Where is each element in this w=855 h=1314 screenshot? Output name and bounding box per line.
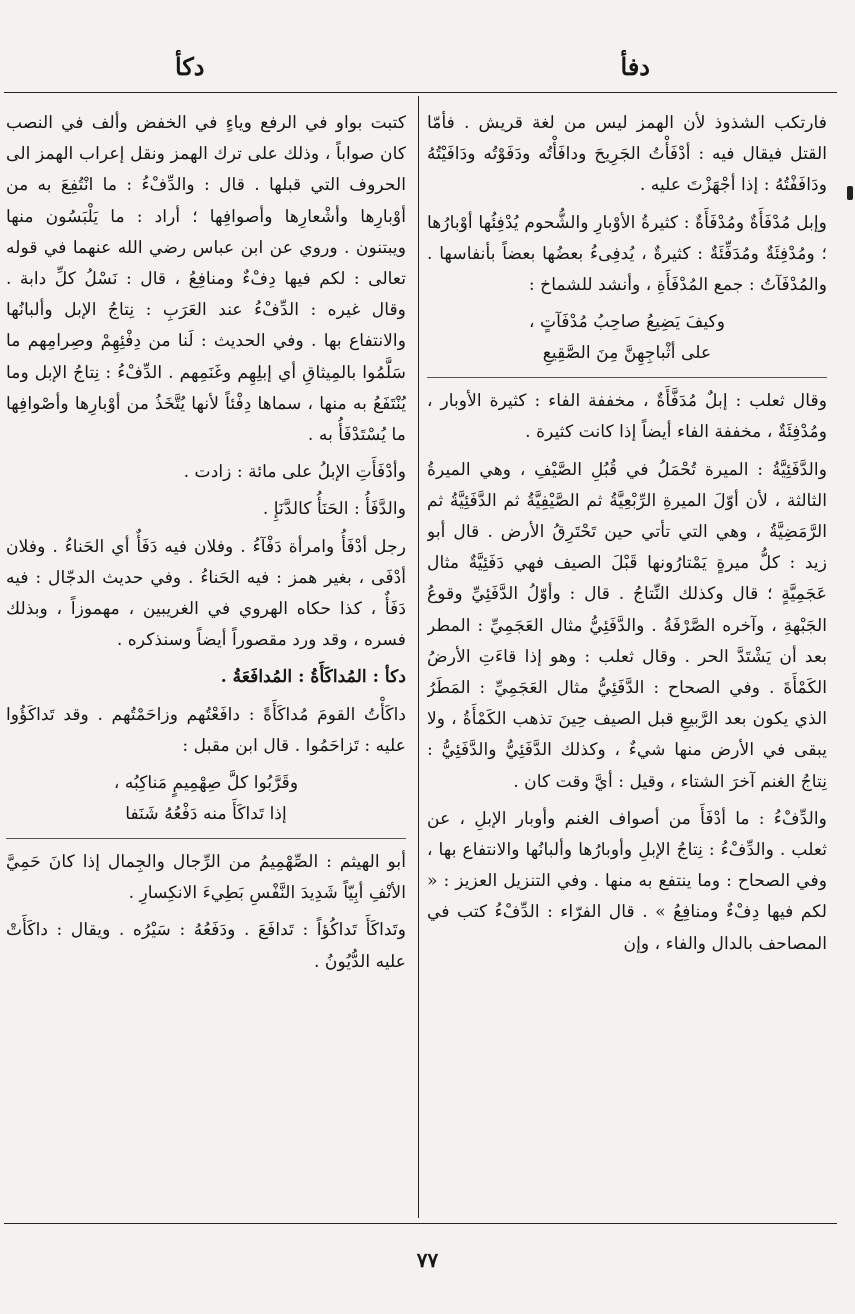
entry-paragraph: والدَّفَئِيَّةُ : الميرة تُحْمَلُ في قُبُلِ الصَّيْفِ ، وهي الميرةُ الثالثة ، لأن أوّلَ الميرةِ الرِّبْعِيَّةُ ثم الصَّيْفِيَّةُ ثم الدَّفَئِيَّةُ ثم الرَّمَضِيَّةُ ، وهي التي تأتي حين تَحْتَرِقُ الأرض . قال أبو زيد : كلُّ ميرةٍ يَمْتارُونها قَبْلَ الصيف فهي دَفَئِيَّةٌ مثال عَجَمِيَّةٍ ؛ قال وكذلك النِّتاجُ . قال : وأوّلُ الدَّفَئِيِّ وقوعُ الجَبْهةِ ، وآخره الصَّرْفَةُ . والدَّفَئِيُّ مثال العَجَمِيِّ : المطر بعد أن يَشْتَدَّ الحر . وقال ثعلب : وهو إذا قاءَتِ الأرضُ الكَمْأَةَ . وفي الصحاح : الدَّفَئِيُّ مثال العَجَمِيِّ : المَطَرُ الذي يكون بعد الرَّبيعِ قبل الصيف حِينَ تذهب الكَمْأَةُ ، ولا يبقى في الأرض منها شيءٌ ، وكذلك الدَّفَئِيُّ والدَّفَئِيُّ : نِتاجُ الغنم آخرَ الشتاء ، وقيل : أيَّ وقت كان . xyxy=(427,459,827,792)
verse-block xyxy=(6,768,406,830)
top-rule xyxy=(4,92,837,93)
entry-heading: دكأ : المُداكَأَةُ : المُدافَعَةُ . xyxy=(220,667,406,688)
verse-line: إذا تَداكَأَ منه دَفْعُهُ شَنَفا xyxy=(125,804,287,825)
entry-paragraph: داكَأْتُ القومَ مُداكَأَةً : دافَعْتُهم وزاحَمْتُهم . وقد تَداكَؤُوا عليه : تَزاحَمُوا . قال ابن مقبل : xyxy=(6,704,406,756)
right-column xyxy=(427,108,827,1213)
entry-paragraph: وقال ثعلب : إبلٌ مُدَفَّأَةٌ ، مخففة الفاء : كثيرة الأوبار ، ومُدْفِئَةٌ ، مخففة الفاء أيضاً إذا كانت كثيرة . xyxy=(427,391,827,443)
entry-paragraph: كتبت بواو في الرفع وياءٍ في الخفض وألف في النصب كان صواباً ، وذلك على ترك الهمز ونقل إعراب الهمز الى الحروف التي قبلها . قال : والدِّفْءُ : ما انْتُفِعَ به من أوْبارِها وأشْعارِها وأصوافِها ؛ أراد : ما يَلْبَسُون منها ويبتنون . وروي عن ابن عباس رضي الله عنهما في قوله تعالى : لكم فيها دِفْءٌ ومنافِعُ ، قال : نَسْلُ كلِّ دابة . وقال غيره : الدِّفْءُ عند العَرَبِ : نِتاجُ الإبل وألبانُها والانتفاع بها . وفي الحديث : لَنا من دِفْئِهِمْ وصِرامِهم ما سَلَّمُوا بالمِيثاقِ أي إبلِهِم وغَنَمِهم . الدِّفْءُ : نِتاجُ الإبل وما يُنْتَفَعُ به منها ، سماها دِفْئاً لأنها يُتَّخَذُ من أوْبارِها وأصْوافِها ما يُسْتَدْفَأُ به . xyxy=(6,113,406,446)
margin-mark xyxy=(847,186,853,200)
verse-line: وقَرَّبُوا كلَّ صِهْمِيمٍ مَناكِبُه ، xyxy=(113,773,299,794)
entry-paragraph: وتَداكَأَ تَداكُؤاً : تَدافَعَ . ودَفَعُهُ : سَيْرُه . ويقال : داكَأَتْ عليه الدُّيُونُ . xyxy=(6,920,406,972)
column-divider xyxy=(418,96,419,1218)
page-number: ٧٧ xyxy=(416,1248,439,1272)
entry-paragraph: وأدْفَأَتِ الإبلُ على مائة : زادت . xyxy=(183,462,406,483)
verse-line: وكيفَ يَضِيعُ صاحِبُ مُدْفَآتٍ ، xyxy=(528,312,726,333)
verse-line: على أثْباجِهِنَّ مِنَ الصَّقِيعِ xyxy=(542,343,712,364)
entry-paragraph: وإبل مُدْفَأَةٌ ومُدْفَأَةٌ : كثيرةُ الأوْبارِ والشُّحوم يُدْفِئُها أوْبارُها ؛ ومُدْفِئَةٌ ومُدَفِّئَةٌ : كثيرةٌ ، يُدفِىءُ بعضُها بعضاً بأنفاسها . والمُدْفَآتُ : جمع المُدْفَأَةِ ، وأنشد للشماخ : xyxy=(427,212,827,296)
verse-separator xyxy=(427,377,827,378)
entry-paragraph: والدَّفَأُ : الحَنَأُ كالدَّنَإِ . xyxy=(262,499,406,520)
entry-paragraph: أبو الهيثم : الصِّهْمِيمُ من الرِّجال والجِمال إذا كانَ حَمِيَّ الأنْفِ أبِيّاً شَدِيدَ النَّفْسِ بَطِيءَ الانكِسارِ . xyxy=(6,852,406,904)
header-root-right: دفأ xyxy=(620,52,650,81)
entry-paragraph: فارتكب الشذوذ لأن الهمز ليس من لغة قريش . فأمّا القتل فيقال فيه : أدْفَأْتُ الجَرِيحَ ودافَأْتُه ودَفَوْتُه ودَافَيْتُهُ ودَافَفْتُهُ : إذا أجْهَزْتَ عليه . xyxy=(427,113,827,196)
left-column xyxy=(6,108,406,1213)
verse-block xyxy=(427,307,827,369)
entry-paragraph: والدِّفْءُ : ما أدْفَأَ من أصواف الغنم وأوبار الإبلِ ، عن ثعلب . والدِّفْءُ : نِتاجُ الإبلِ وأوبارُها وألبانُها والانتفاع بها ، وفي الصحاح : وما ينتفع به منها . وفي التنزيل العزيز : « لكم فيها دِفْءٌ ومنافِعُ » . قال الفرّاء : الدِّفْءُ كتب في المصاحف بالدال والفاء ، وإن xyxy=(427,808,827,954)
verse-separator xyxy=(6,838,406,839)
bottom-rule xyxy=(4,1223,837,1224)
entry-paragraph: رجل أدْفَأُ وامرأة دَفْآءُ . وفلان فيه دَفَأٌ أي الحَناءُ . وفلان أدْفَى ، بغير همز : فيه الحَناءُ . وفي حديث الدجّال : فيه دَفَأٌ ، كذا حكاه الهروي في الغريبين ، مهموزاً ، وبذلك فسره ، وقد ورد مقصوراً أيضاً وسنذكره . xyxy=(6,536,406,651)
header-root-left: دكأ xyxy=(175,52,205,81)
